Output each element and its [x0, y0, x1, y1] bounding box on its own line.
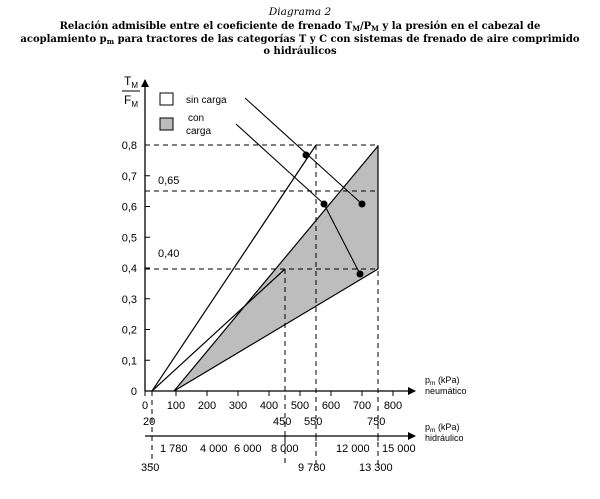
x-tick-label: 400	[259, 400, 279, 412]
svg-text:pm (kPa): $p_m$ (kPa)	[425, 422, 460, 434]
y-tick-label: 0,7	[121, 170, 137, 183]
point-unloaded	[303, 152, 310, 159]
legend-swatch-loaded	[160, 118, 173, 130]
svg-text:hidráulico: hidráulico	[425, 433, 464, 443]
pneumatic-key-values	[143, 416, 385, 428]
y-tick-label: 0,5	[121, 232, 137, 245]
svg-text:15 000: 15 000	[382, 443, 416, 455]
hydraulic-ticks	[152, 436, 378, 441]
x-tick-label: 100	[166, 400, 186, 412]
svg-text:550: 550	[304, 416, 323, 428]
y-tick-label: 0,6	[121, 201, 137, 214]
y-tick-label: 0	[130, 386, 137, 398]
hydraulic-tick-labels	[160, 443, 416, 455]
x-tick-label: 600	[321, 400, 341, 412]
svg-text:pm (kPa): $p_m$ (kPa)	[425, 375, 460, 387]
svg-text:8 000: 8 000	[271, 443, 299, 455]
y-axis-label	[122, 74, 140, 109]
pneumatic-axis-label	[425, 375, 467, 396]
svg-text:750: 750	[367, 416, 386, 428]
legend-swatch-empty	[160, 93, 173, 105]
svg-text:1 780: 1 780	[160, 443, 188, 455]
mark-0-65: 0,65	[158, 175, 180, 187]
x-tick-label: 300	[228, 400, 248, 412]
x-tick-label: 700	[352, 400, 372, 412]
svg-text:450: 450	[273, 416, 292, 428]
x-tick-label: 0	[141, 400, 149, 412]
x-tick-label: 200	[197, 400, 217, 412]
legend-label-loaded: con	[188, 113, 205, 124]
y-tick-label: 0,8	[121, 140, 137, 152]
svg-text:6 000: 6 000	[234, 443, 262, 455]
x-tick-label: 800	[383, 400, 403, 412]
hydraulic-key-values	[141, 462, 393, 474]
y-tick-label: 0,4	[121, 263, 137, 275]
svg-text:20: 20	[143, 416, 156, 428]
y-tick-label: 0,2	[121, 324, 137, 337]
point-loaded-lower	[357, 271, 364, 278]
svg-text:9 780: 9 780	[298, 462, 326, 474]
diagram-number: Diagrama 2	[268, 6, 332, 18]
diagram-title: Relación admisible entre el coeficiente de frenado $T_M/P_M$ y la presión en el cabezal de acoplamiento $p_m$ para tractores de las categorías T y C con sistemas de frenado de aire comprimido o hidráulicos	[20, 21, 580, 57]
point-unloaded-mid	[359, 201, 366, 208]
legend-label-loaded-2: carga	[186, 126, 212, 137]
point-loaded-upper	[321, 201, 328, 208]
y-tick-label: 0,3	[121, 293, 137, 306]
svg-text:350: 350	[141, 462, 160, 474]
svg-text:neumático: neumático	[425, 386, 467, 396]
mark-0-40: 0,40	[158, 248, 180, 260]
y-tick-label: 0,1	[121, 355, 137, 368]
x-tick-label: 500	[290, 400, 310, 412]
legend-label-empty: sin carga	[186, 95, 227, 106]
hydraulic-axis-label	[425, 422, 464, 443]
svg-text:4 000: 4 000	[200, 443, 228, 455]
svg-text:FM: $F_M$	[124, 93, 139, 109]
svg-text:TM: $T_M$	[124, 74, 139, 90]
legend	[160, 93, 227, 137]
svg-text:12 000: 12 000	[336, 443, 370, 455]
svg-text:13 300: 13 300	[359, 462, 393, 474]
